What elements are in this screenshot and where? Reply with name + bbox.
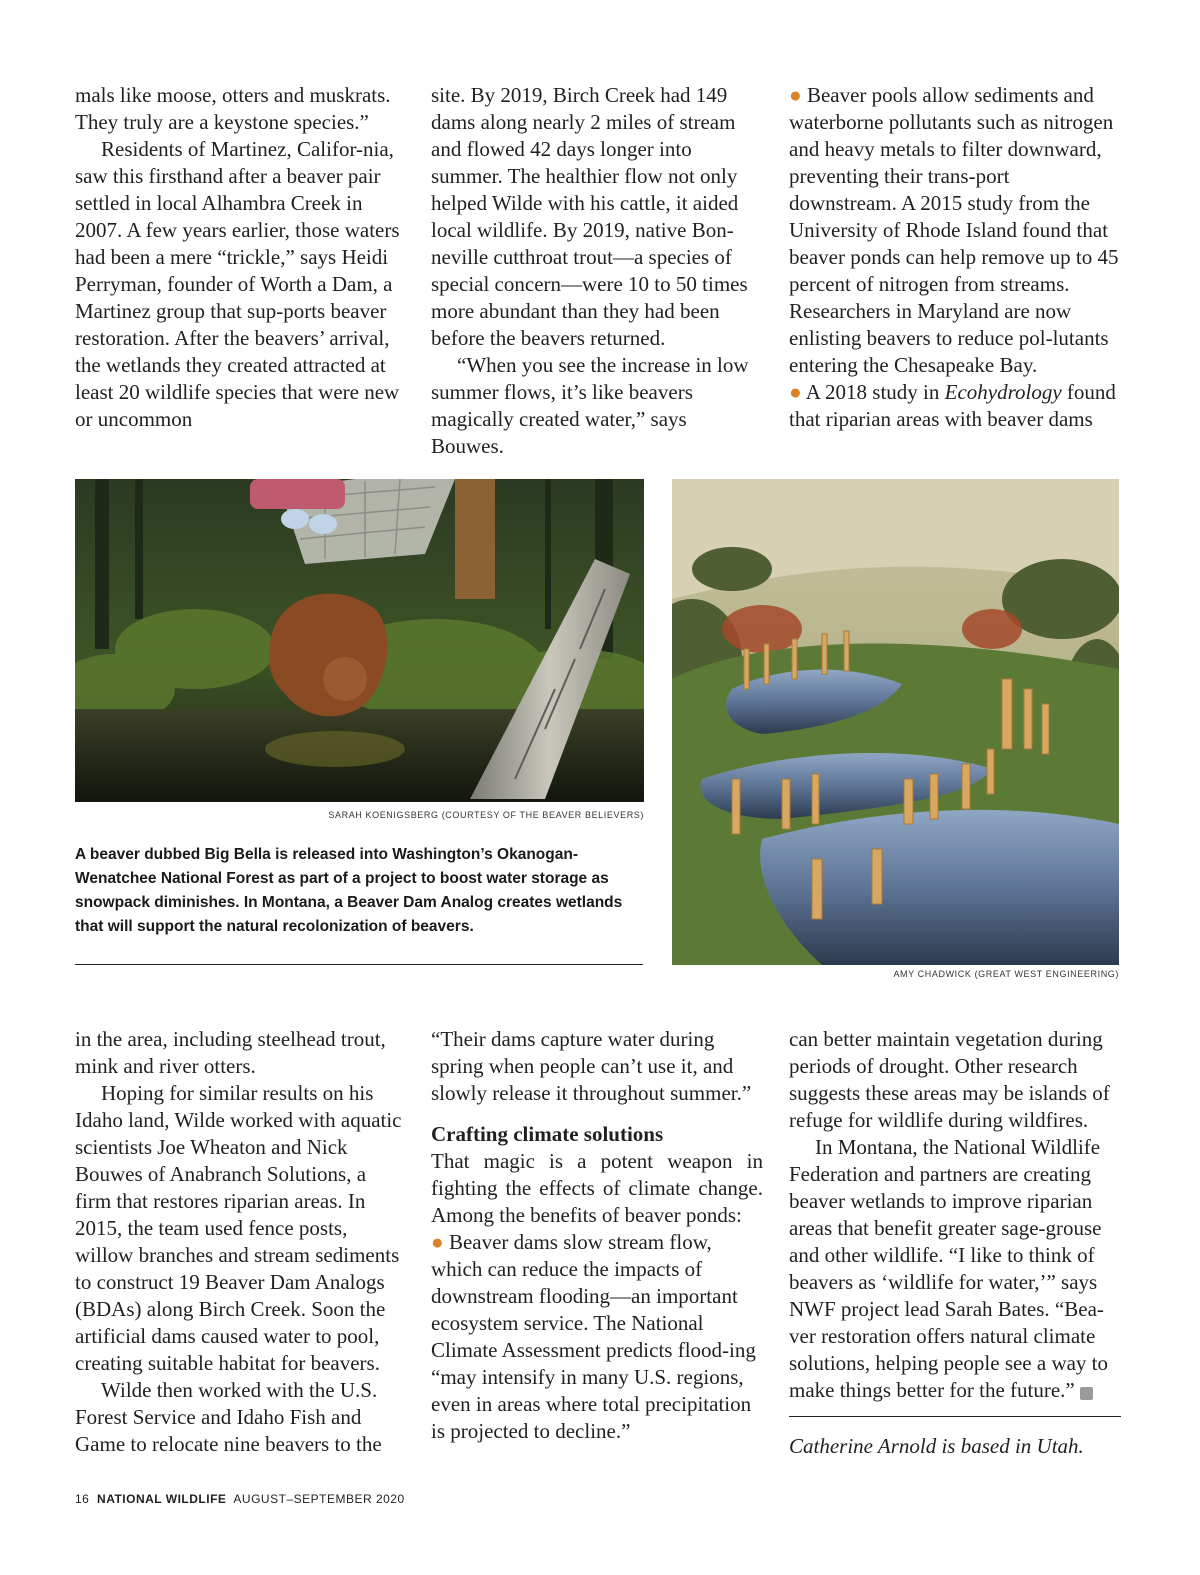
bullet-icon: ● — [431, 1230, 444, 1254]
end-mark-icon: W — [1080, 1387, 1093, 1400]
beaver-dam-analog-photo — [672, 479, 1119, 965]
bullet-text: A 2018 study in — [805, 380, 945, 404]
bullet-icon: ● — [789, 83, 802, 107]
top-column-1 — [75, 82, 407, 433]
page-number: 16 — [75, 1492, 90, 1506]
photo-caption: A beaver dubbed Big Bella is released into Washington’s Okanogan-Wenatchee National Forest as part of a project to boost water storage as snowpack diminishes. In Montana, a Beaver Dam Analog creates wetlands that will support the natural recolonization of beavers. — [75, 846, 623, 935]
journal-title: Ecohydrology — [944, 380, 1062, 404]
bullet-item — [789, 82, 1121, 379]
paragraph — [789, 1134, 1121, 1404]
paragraph: mals like moose, otters and muskrats. They truly are a keystone species.” — [75, 83, 391, 134]
bullet-item — [789, 379, 1121, 433]
top-column-3 — [789, 82, 1121, 433]
magazine-name: NATIONAL WILDLIFE — [97, 1492, 227, 1506]
bullet-icon: ● — [789, 380, 802, 404]
bullet-text: Beaver dams slow stream flow, which can reduce the impacts of downstream flooding—an important ecosystem service. The National Climate Assessment predicts flood-ing “may intensify in many U.S. regions, even in areas where total precipitation is projected to decline.” — [431, 1230, 756, 1443]
paragraph: Hoping for similar results on his Idaho land, Wilde worked with aquatic scientists Joe Wheaton and Nick Bouwes of Anabranch Solutions, a firm that restores riparian areas. In 2015, the team used fence posts, willow branches and stream sediments to construct 19 Beaver Dam Analogs (BDAs) along Birch Creek. Soon the artificial dams caused water to pool, creating suitable habitat for beavers. — [75, 1081, 402, 1375]
paragraph: site. By 2019, Birch Creek had 149 dams along nearly 2 miles of stream and flowed 42 days longer into summer. The healthier flow not only helped Wilde with his cattle, it aided local wildlife. By 2019, native Bon-neville cutthroat trout—a species of special concern—were 10 to 50 times more abundant than they had been before the beavers returned. — [431, 83, 748, 350]
bullet-text: found that riparian areas with beaver dams — [789, 380, 1116, 431]
caption-divider — [75, 964, 643, 965]
paragraph: Residents of Martinez, Califor-nia, saw this firsthand after a beaver pair settled in local Alhambra Creek in 2007. A few years earlier, those waters had been a mere “trickle,” says Heidi Perryman, founder of Worth a Dam, a Martinez group that sup-ports beaver restoration. After the beavers’ arrival, the wetlands they created attracted at least 20 wildlife species that were new or uncommon — [75, 137, 400, 431]
paragraph: That magic is a potent weapon in fighting the effects of climate change. Among the benefits of beaver ponds: — [431, 1149, 763, 1227]
beaver-release-photo — [75, 479, 644, 802]
beaver-dam-analog-image — [672, 479, 1119, 965]
page-footer — [75, 1492, 405, 1506]
author-signature: Catherine Arnold is based in Utah. — [789, 1434, 1084, 1458]
paragraph-text: In Montana, the National Wildlife Federation and partners are creating beaver wetlands to improve riparian areas that benefit greater sage-grouse and other wildlife. “I like to think of beavers as ‘wildlife for water,’” says NWF project lead Sarah Bates. “Bea-ver restoration offers natural climate solutions, helping people see a way to make things better for the future.” — [789, 1135, 1109, 1402]
paragraph: can better maintain vegetation during periods of drought. Other research suggests these areas may be islands of refuge for wildlife during wildfires. — [789, 1027, 1110, 1132]
signature-divider — [789, 1416, 1121, 1417]
bullet-text: Beaver pools allow sediments and waterborne pollutants such as nitrogen and heavy metals to filter downward, preventing their trans-port downstream. A 2015 study from the University of Rhode Island found that beaver ponds can help remove up to 45 percent of nitrogen from streams. Researchers in Maryland are now enlisting beavers to reduce pol-lutants entering the Chesapeake Bay. — [789, 83, 1119, 377]
beaver-release-image — [75, 479, 644, 802]
issue-date: AUGUST–SEPTEMBER 2020 — [233, 1492, 405, 1506]
paragraph: in the area, including steelhead trout, mink and river otters. — [75, 1027, 386, 1078]
top-column-2 — [431, 82, 763, 460]
bottom-column-1 — [75, 1026, 407, 1458]
bullet-item — [431, 1229, 763, 1445]
section-heading: Crafting climate solutions — [431, 1122, 664, 1146]
paragraph: Wilde then worked with the U.S. Forest Service and Idaho Fish and Game to relocate nine beavers to the — [75, 1378, 382, 1456]
paragraph: “Their dams capture water during spring when people can’t use it, and slowly release it throughout summer.” — [431, 1027, 752, 1105]
bottom-column-3 — [789, 1026, 1121, 1460]
paragraph: “When you see the increase in low summer flows, it’s like beavers magically created water,” says Bouwes. — [431, 353, 749, 458]
photo-credit-left: SARAH KOENIGSBERG (COURTESY OF THE BEAVER BELIEVERS) — [328, 810, 644, 820]
photo-credit-right: AMY CHADWICK (GREAT WEST ENGINEERING) — [893, 969, 1119, 979]
bottom-column-2 — [431, 1026, 763, 1445]
